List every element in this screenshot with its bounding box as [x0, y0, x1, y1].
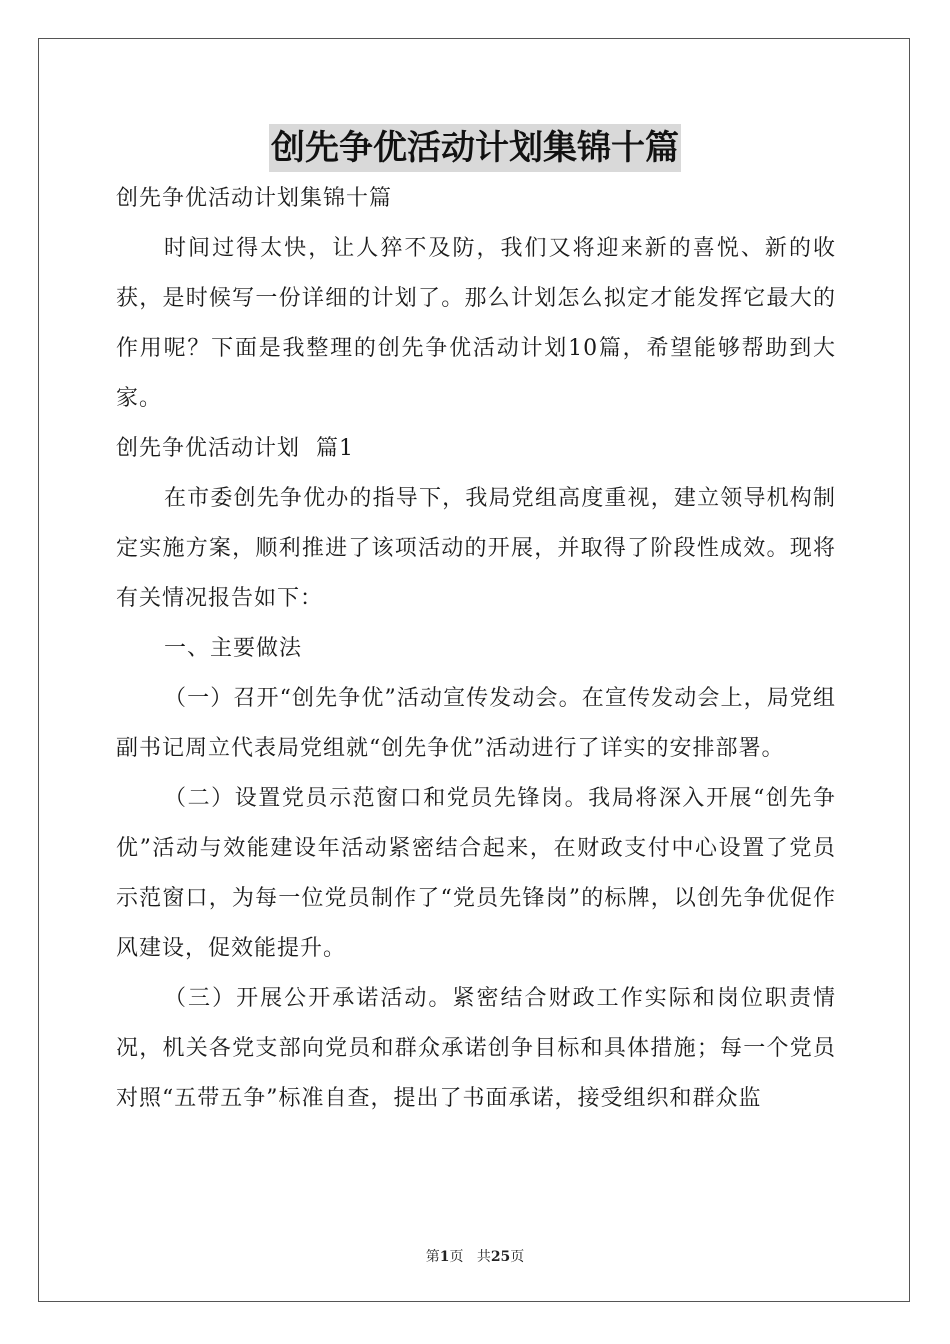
paragraph: 在市委创先争优办的指导下，我局党组高度重视，建立领导机构制定实施方案，顺利推进了该项活动的开展，并取得了阶段性成效。现将有关情况报告如下： — [116, 486, 836, 611]
footer-prefix: 第 — [425, 1249, 440, 1265]
footer-page-suffix: 页 — [449, 1249, 464, 1265]
paragraph: （二）设置党员示范窗口和党员先锋岗。我局将深入开展“创先争优”活动与效能建设年活动紧密结合起来，在财政支付中心设置了党员示范窗口，为每一位党员制作了“党员先锋岗”的标牌，以创先争优促作风建设，促效能提升。 — [116, 786, 836, 961]
document-title: 创先争优活动计划集锦十篇 — [269, 124, 681, 172]
subtitle-line: 创先争优活动计划集锦十篇 — [116, 186, 393, 211]
total-pages: 25 — [490, 1249, 511, 1265]
page-footer — [0, 1246, 950, 1266]
footer-total-suffix: 页 — [510, 1249, 525, 1265]
paragraph: （一）召开“创先争优”活动宣传发动会。在宣传发动会上，局党组副书记周立代表局党组就“创先争优”活动进行了详实的安排部署。 — [116, 686, 836, 761]
paragraph: （三）开展公开承诺活动。紧密结合财政工作实际和岗位职责情况，机关各党支部向党员和群众承诺创争目标和具体措施；每一个党员对照“五带五争”标准自查，提出了书面承诺，接受组织和群众监 — [116, 986, 836, 1111]
sub-heading: 一、主要做法 — [164, 636, 303, 661]
section-heading: 创先争优活动计划 篇1 — [116, 436, 354, 461]
title-container — [0, 124, 950, 172]
document-body — [116, 174, 836, 1124]
footer-total-prefix: 共 — [476, 1249, 491, 1265]
intro-paragraph: 时间过得太快，让人猝不及防，我们又将迎来新的喜悦、新的收获，是时候写一份详细的计划了。那么计划怎么拟定才能发挥它最大的作用呢？下面是我整理的创先争优活动计划10篇，希望能够帮助到大家。 — [116, 236, 836, 411]
page-number: 1 — [439, 1249, 450, 1265]
